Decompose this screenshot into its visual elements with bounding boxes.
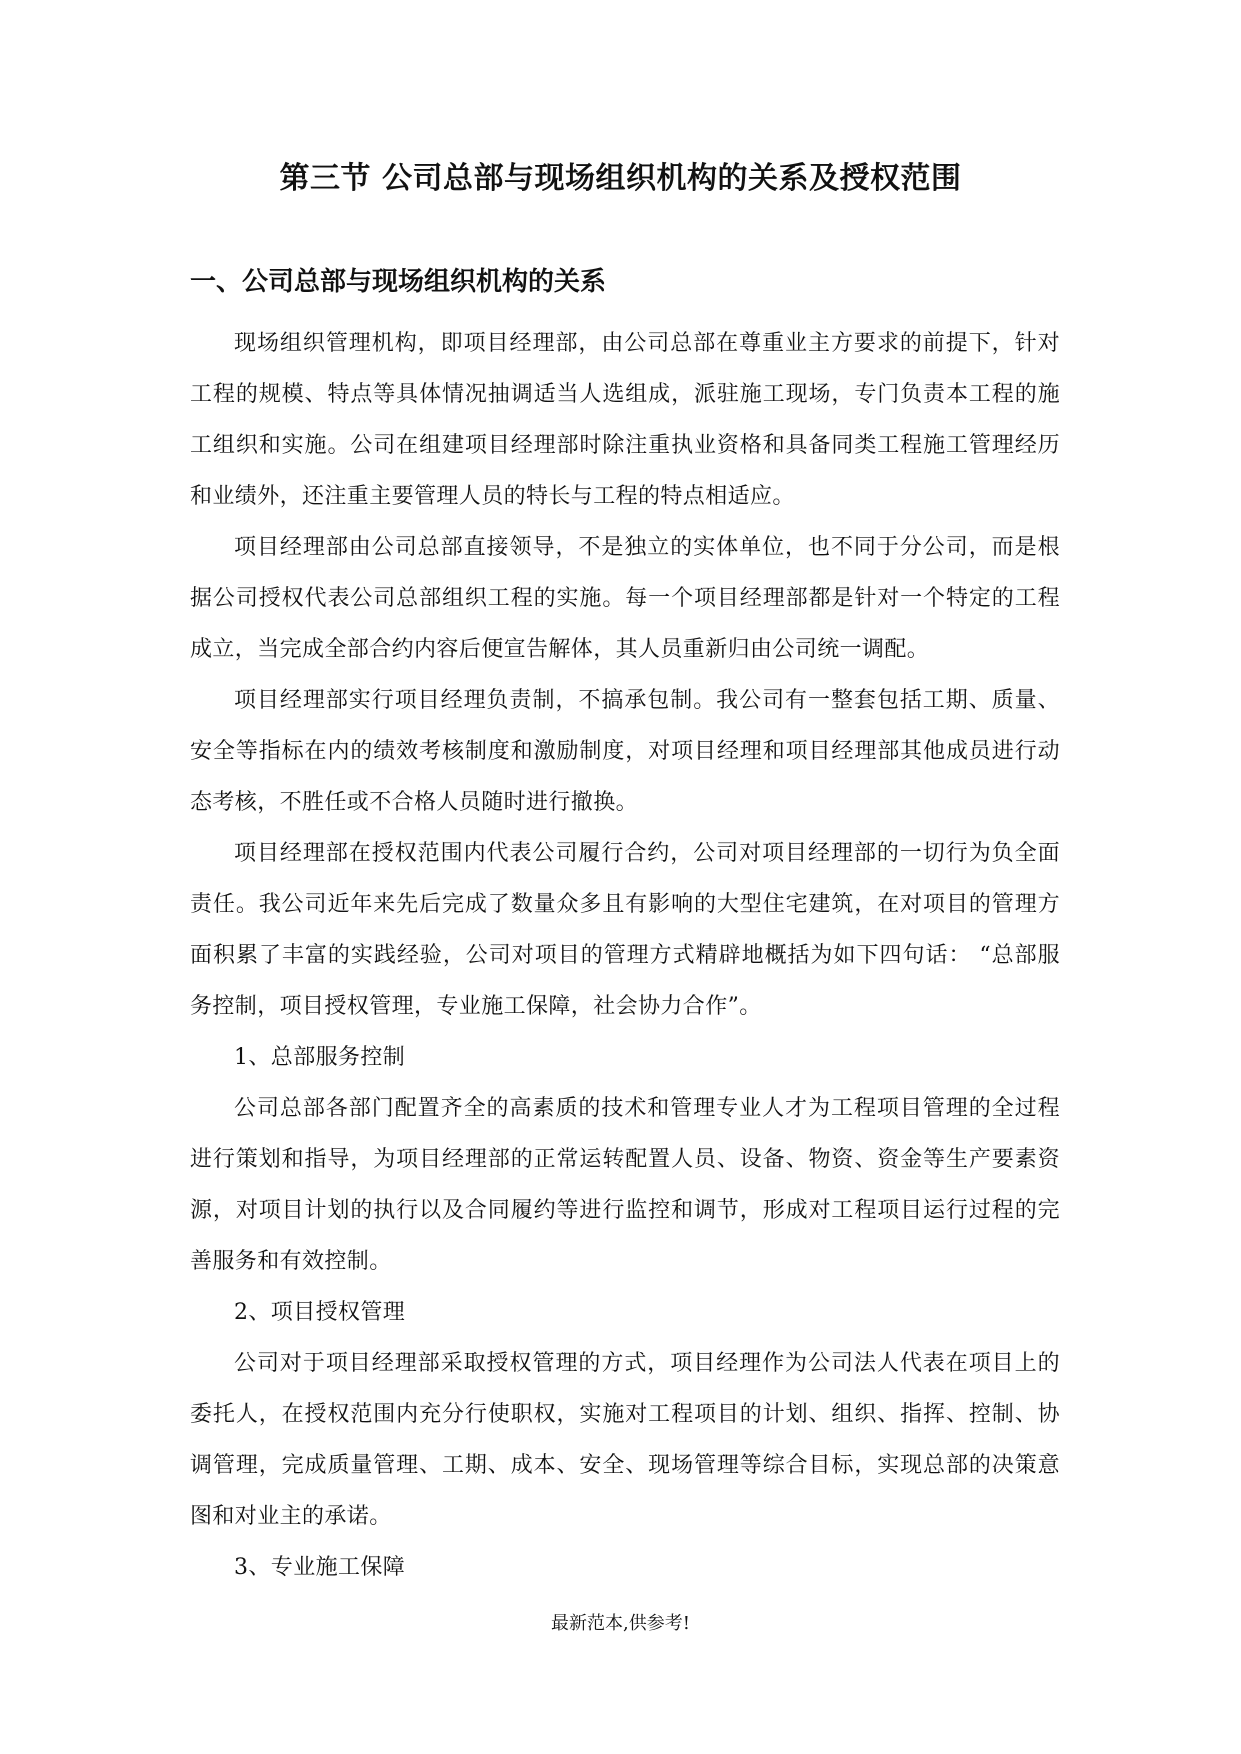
paragraph-leadership: 项目经理部由公司总部直接领导，不是独立的实体单位，也不同于分公司，而是根据公司授权代表公司总部组织工程的实施。每一个项目经理部都是针对一个特定的工程成立，当完成全部合约内容后便宣告解体，其人员重新归由公司统一调配。 bbox=[190, 535, 1060, 662]
paragraph-project-authorization: 公司对于项目经理部采取授权管理的方式，项目经理作为公司法人代表在项目上的委托人，在授权范围内充分行使职权，实施对工程项目的计划、组织、指挥、控制、协调管理，完成质量管理、工期、成本、安全、现场管理等综合目标，实现总部的决策意图和对业主的承诺。 bbox=[190, 1351, 1060, 1529]
paragraph-relationship: 现场组织管理机构，即项目经理部，由公司总部在尊重业主方要求的前提下，针对工程的规模、特点等具体情况抽调适当人选组成，派驻施工现场，专门负责本工程的施工组织和实施。公司在组建项目经理部时除注重执业资格和具备同类工程施工管理经历和业绩外，还注重主要管理人员的特长与工程的特点相适应。 bbox=[190, 331, 1060, 509]
page-title: 第三节 公司总部与现场组织机构的关系及授权范围 bbox=[279, 161, 962, 196]
subheading-hq-service-control: 1、总部服务控制 bbox=[234, 1045, 406, 1070]
paragraph-management-approach: 项目经理部在授权范围内代表公司履行合约，公司对项目经理部的一切行为负全面责任。我公司近年来先后完成了数量众多且有影响的大型住宅建筑，在对项目的管理方面积累了丰富的实践经验，公司对项目的管理方式精辟地概括为如下四句话： “总部服务控制，项目授权管理，专业施工保障，社会协力合作”。 bbox=[190, 841, 1060, 1019]
page-footer: 最新范本,供参考! bbox=[551, 1613, 690, 1634]
paragraph-hq-service-control: 公司总部各部门配置齐全的高素质的技术和管理专业人才为工程项目管理的全过程进行策划和指导，为项目经理部的正常运转配置人员、设备、物资、资金等生产要素资源，对项目计划的执行以及合同履约等进行监控和调节，形成对工程项目运行过程的完善服务和有效控制。 bbox=[190, 1096, 1060, 1274]
paragraph-responsibility: 项目经理部实行项目经理负责制，不搞承包制。我公司有一整套包括工期、质量、安全等指标在内的绩效考核制度和激励制度，对项目经理和项目经理部其他成员进行动态考核，不胜任或不合格人员随时进行撤换。 bbox=[190, 688, 1060, 815]
subheading-construction-assurance: 3、专业施工保障 bbox=[234, 1555, 406, 1580]
section-heading: 一、公司总部与现场组织机构的关系 bbox=[190, 267, 607, 297]
subheading-project-authorization: 2、项目授权管理 bbox=[234, 1300, 406, 1325]
document-body bbox=[190, 318, 1060, 1593]
